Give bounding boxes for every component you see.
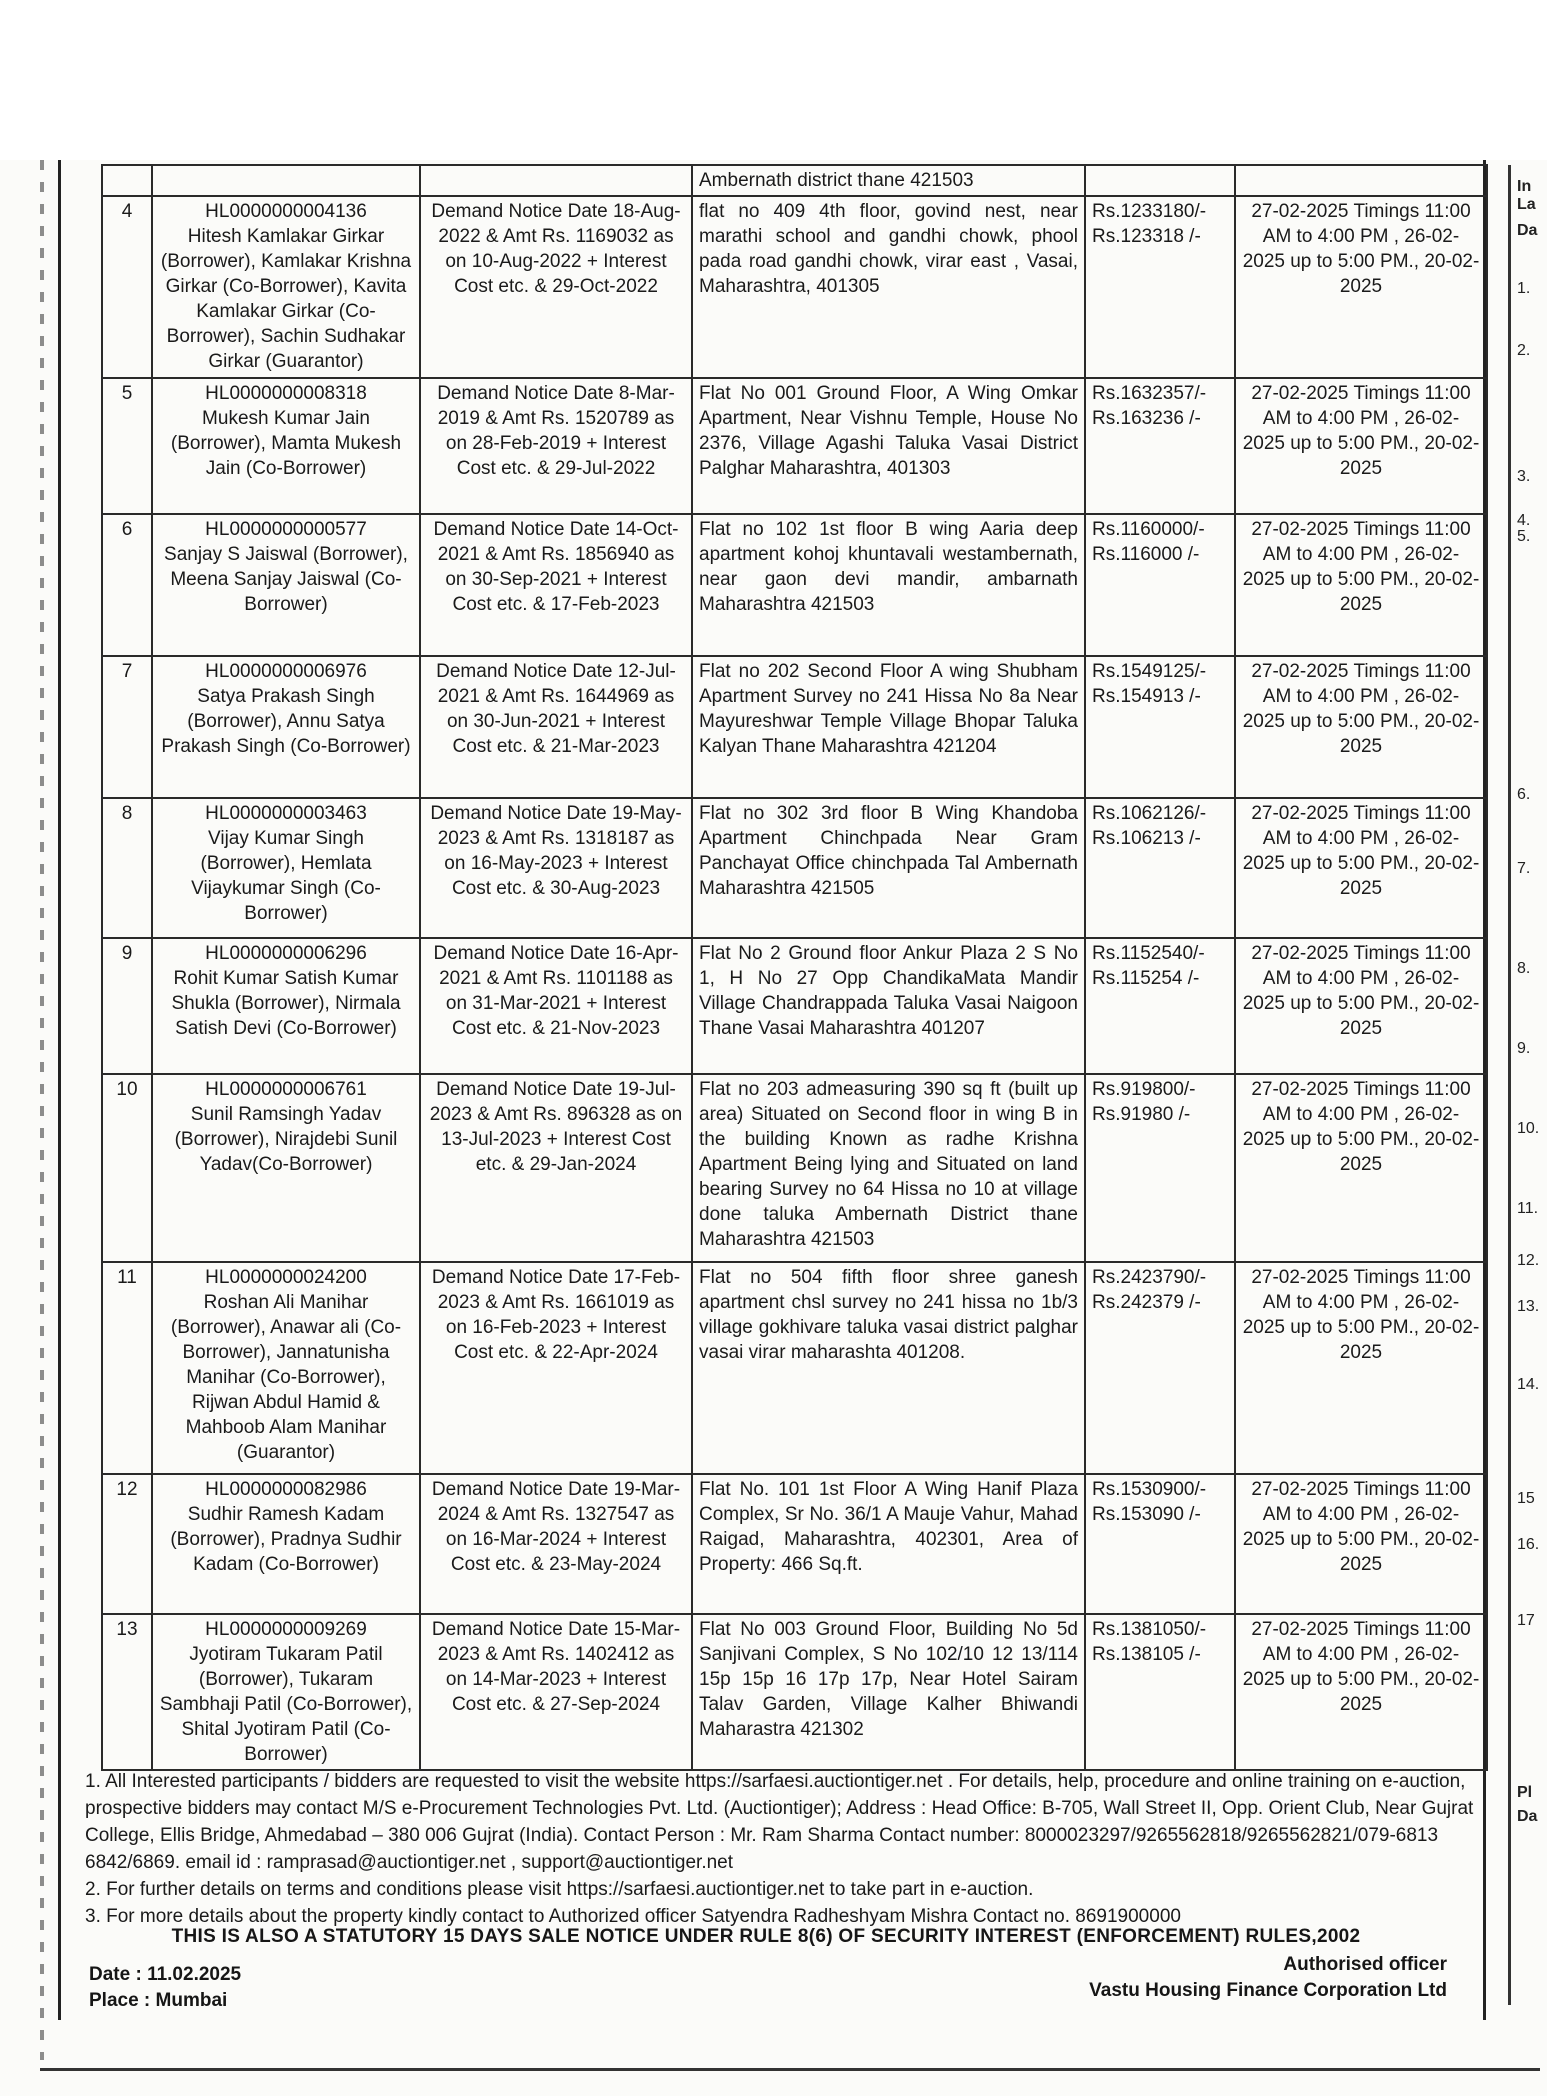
auction-dates-cell: 27-02-2025 Timings 11:00 AM to 4:00 PM , 26-02-2025 up to 5:00 PM., 20-02-2025 (1235, 378, 1487, 514)
auction-dates-cell: 27-02-2025 Timings 11:00 AM to 4:00 PM , 26-02-2025 up to 5:00 PM., 20-02-2025 (1235, 196, 1487, 378)
auction-dates-cell: 27-02-2025 Timings 11:00 AM to 4:00 PM , 26-02-2025 up to 5:00 PM., 20-02-2025 (1235, 798, 1487, 938)
borrower-cell (152, 1262, 420, 1474)
side-header-fragment: Da (1517, 222, 1538, 239)
property-cell: Flat no 302 3rd floor B Wing Khandoba Apartment Chinchpada Near Gram Panchayat Office chinchpada Tal Ambernath Maharashtra 421505 (692, 798, 1085, 938)
emd-amount: Rs.91980 /- (1092, 1104, 1191, 1125)
side-footer-fragment: Da (1517, 1808, 1538, 1825)
property-cell: flat no 409 4th floor, govind nest, near marathi school and gandhi chowk, phool pada road gandhi chowk, virar east , Vasai, Maharashtra, 401305 (692, 196, 1085, 378)
emd-amount: Rs.242379 /- (1092, 1292, 1201, 1313)
company-name: Vastu Housing Finance Corporation Ltd (1089, 1980, 1447, 2001)
side-header-fragment: La (1517, 196, 1536, 213)
side-number: 12. (1517, 1252, 1540, 1269)
emd-amount: Rs.123318 /- (1092, 226, 1201, 247)
property-cell: Flat No. 101 1st Floor A Wing Hanif Plaza Complex, Sr No. 36/1 A Mauje Vahur, Mahad Raigad, Maharashtra, 402301, Area of Property: 466 Sq.ft. (692, 1474, 1085, 1614)
table-cell (1085, 165, 1235, 196)
bottom-rule (40, 2068, 1540, 2071)
amount-cell (1085, 514, 1235, 656)
authorised-officer: Authorised officer (1283, 1954, 1447, 1975)
table-row (102, 1074, 1487, 1262)
note-3: 3. For more details about the property kindly contact to Authorized officer Satyendra Radheshyam Mishra Contact no. 8691900000 (85, 1906, 1181, 1927)
serial-number-cell: 7 (102, 656, 152, 798)
demand-notice-cell: Demand Notice Date 14-Oct-2021 & Amt Rs. 1856940 as on 30-Sep-2021 + Interest Cost etc. & 17-Feb-2023 (420, 514, 692, 656)
auction-dates-cell: 27-02-2025 Timings 11:00 AM to 4:00 PM , 26-02-2025 up to 5:00 PM., 20-02-2025 (1235, 1262, 1487, 1474)
side-number: 3. (1517, 468, 1531, 485)
statutory-notice: THIS IS ALSO A STATUTORY 15 DAYS SALE NOTICE UNDER RULE 8(6) OF SECURITY INTEREST (ENFORCEMENT) RULES,2002 (171, 1926, 1361, 1947)
side-number: 14. (1517, 1376, 1540, 1393)
reserve-price: Rs.1549125/- (1092, 661, 1207, 682)
auction-dates-cell: 27-02-2025 Timings 11:00 AM to 4:00 PM , 26-02-2025 up to 5:00 PM., 20-02-2025 (1235, 656, 1487, 798)
borrower-names: Hitesh Kamlakar Girkar (Borrower), Kamlakar Krishna Girkar (Co-Borrower), Kavita Kamlakar Girkar (Co-Borrower), Sachin Sudhakar Girkar (Guarantor) (160, 226, 412, 372)
reserve-price: Rs.2423790/- (1092, 1267, 1207, 1288)
table-cell (152, 165, 420, 196)
reserve-price: Rs.1632357/- (1092, 383, 1207, 404)
auction-dates-cell: 27-02-2025 Timings 11:00 AM to 4:00 PM , 26-02-2025 up to 5:00 PM., 20-02-2025 (1235, 1474, 1487, 1614)
note-2: 2. For further details on terms and conditions please visit https://sarfaesi.auctiontiger.net to take part in e-auction. (85, 1879, 1034, 1900)
auction-dates-cell: 27-02-2025 Timings 11:00 AM to 4:00 PM , 26-02-2025 up to 5:00 PM., 20-02-2025 (1235, 938, 1487, 1074)
auction-table (101, 164, 1488, 1771)
borrower-names: Jyotiram Tukaram Patil (Borrower), Tukaram Sambhaji Patil (Co-Borrower), Shital Jyotiram Patil (Co-Borrower) (159, 1644, 413, 1765)
loan-number: HL0000000006976 (205, 661, 367, 682)
borrower-cell (152, 378, 420, 514)
amount-cell (1085, 656, 1235, 798)
side-number: 15 (1517, 1490, 1535, 1507)
borrower-names: Sunil Ramsingh Yadav (Borrower), Nirajdebi Sunil Yadav(Co-Borrower) (174, 1104, 398, 1175)
auction-dates-cell: 27-02-2025 Timings 11:00 AM to 4:00 PM , 26-02-2025 up to 5:00 PM., 20-02-2025 (1235, 514, 1487, 656)
emd-amount: Rs.154913 /- (1092, 686, 1201, 707)
table-row (102, 1614, 1487, 1770)
reserve-price: Rs.1233180/- (1092, 201, 1207, 222)
side-number: 4. (1517, 512, 1531, 529)
side-number: 5. (1517, 528, 1531, 545)
note-1: 1. All Interested participants / bidders are requested to visit the website https://sarfaesi.auctiontiger.net . For details, help, procedure and online training on e-auction, prospective bidders may contact M/S e-Procurement Technologies Pvt. Ltd. (Auctiontiger); Address : Head Office: B-705, Wall Street II, Opp. Orient Club, Near Gujrat College, Ellis Bridge, Ahmedabad – 380 006 Gujrat (India). Contact Person : Mr. Ram Sharma Contact number: 8000023297/9265562818/9265562821/079-6813 6842/6869. email id : ramprasad@auctiontiger.net , support@auctiontiger.net (85, 1771, 1474, 1873)
loan-number: HL0000000009269 (205, 1619, 367, 1640)
property-cell: Flat no 504 fifth floor shree ganesh apartment chsl survey no 241 hissa no 1b/3 village gokhivare taluka vasai district palghar vasai virar maharashta 401208. (692, 1262, 1085, 1474)
side-number: 2. (1517, 342, 1531, 359)
borrower-names: Mukesh Kumar Jain (Borrower), Mamta Mukesh Jain (Co-Borrower) (170, 408, 402, 479)
table-cell (1235, 165, 1487, 196)
loan-number: HL0000000008318 (205, 383, 367, 404)
demand-notice-cell: Demand Notice Date 17-Feb-2023 & Amt Rs. 1661019 as on 16-Feb-2023 + Interest Cost etc. & 22-Apr-2024 (420, 1262, 692, 1474)
borrower-cell (152, 938, 420, 1074)
amount-cell (1085, 1262, 1235, 1474)
table-row (102, 1262, 1487, 1474)
loan-number: HL0000000004136 (205, 201, 367, 222)
borrower-names: Satya Prakash Singh (Borrower), Annu Satya Prakash Singh (Co-Borrower) (161, 686, 411, 757)
reserve-price: Rs.1381050/- (1092, 1619, 1207, 1640)
loan-number: HL0000000006761 (205, 1079, 367, 1100)
amount-cell (1085, 938, 1235, 1074)
side-number: 6. (1517, 786, 1531, 803)
borrower-names: Sanjay S Jaiswal (Borrower), Meena Sanjay Jaiswal (Co-Borrower) (164, 544, 408, 615)
side-number: 10. (1517, 1120, 1540, 1137)
property-cell: Flat no 203 admeasuring 390 sq ft (built up area) Situated on Second floor in wing B in the building Known as radhe Krishna Apartment Being lying and Situated on land bearing Survey no 64 Hissa no 10 at village done taluka Ambernath District thane Maharashtra 421503 (692, 1074, 1085, 1262)
amount-cell (1085, 196, 1235, 378)
property-cell: Flat No 001 Ground Floor, A Wing Omkar Apartment, Near Vishnu Temple, House No 2376, Village Agashi Taluka Vasai District Palghar Maharashtra, 401303 (692, 378, 1085, 514)
demand-notice-cell: Demand Notice Date 19-Mar-2024 & Amt Rs. 1327547 as on 16-Mar-2024 + Interest Cost etc. & 23-May-2024 (420, 1474, 692, 1614)
serial-number-cell: 9 (102, 938, 152, 1074)
borrower-names: Sudhir Ramesh Kadam (Borrower), Pradnya Sudhir Kadam (Co-Borrower) (170, 1504, 402, 1575)
table-cell (102, 165, 152, 196)
reserve-price: Rs.919800/- (1092, 1079, 1196, 1100)
serial-number-cell: 5 (102, 378, 152, 514)
emd-amount: Rs.138105 /- (1092, 1644, 1201, 1665)
adjacent-column (1508, 165, 1547, 2005)
auction-dates-cell: 27-02-2025 Timings 11:00 AM to 4:00 PM , 26-02-2025 up to 5:00 PM., 20-02-2025 (1235, 1614, 1487, 1770)
notice-place: Place : Mumbai (89, 1990, 228, 2011)
amount-cell (1085, 1474, 1235, 1614)
loan-number: HL0000000082986 (205, 1479, 367, 1500)
side-footer-fragment: Pl (1517, 1784, 1533, 1801)
borrower-cell (152, 1074, 420, 1262)
serial-number-cell: 8 (102, 798, 152, 938)
borrower-names: Rohit Kumar Satish Kumar Shukla (Borrower), Nirmala Satish Devi (Co-Borrower) (171, 968, 401, 1039)
amount-cell (1085, 378, 1235, 514)
loan-number: HL0000000024200 (205, 1267, 367, 1288)
table-row (102, 378, 1487, 514)
emd-amount: Rs.115254 /- (1092, 968, 1200, 989)
top-margin (0, 0, 1547, 160)
side-number: 8. (1517, 960, 1531, 977)
property-cell: Ambernath district thane 421503 (692, 165, 1085, 196)
borrower-cell (152, 656, 420, 798)
side-number: 7. (1517, 860, 1531, 877)
table-row (102, 196, 1487, 378)
side-number: 1. (1517, 280, 1531, 297)
emd-amount: Rs.106213 /- (1092, 828, 1201, 849)
borrower-cell (152, 196, 420, 378)
reserve-price: Rs.1160000/- (1092, 519, 1205, 540)
serial-number-cell: 12 (102, 1474, 152, 1614)
footer-left (89, 1962, 241, 2014)
property-cell: Flat no 202 Second Floor A wing Shubham Apartment Survey no 241 Hissa No 8a Near Mayureshwar Temple Village Bhopar Taluka Kalyan Thane Maharashtra 421204 (692, 656, 1085, 798)
side-header-fragment: In (1517, 178, 1532, 195)
demand-notice-cell: Demand Notice Date 18-Aug-2022 & Amt Rs. 1169032 as on 10-Aug-2022 + Interest Cost etc. & 29-Oct-2022 (420, 196, 692, 378)
table-row (102, 1474, 1487, 1614)
demand-notice-cell: Demand Notice Date 19-Jul-2023 & Amt Rs. 896328 as on 13-Jul-2023 + Interest Cost etc. & 29-Jan-2024 (420, 1074, 692, 1262)
borrower-names: Vijay Kumar Singh (Borrower), Hemlata Vijaykumar Singh (Co-Borrower) (191, 828, 381, 924)
emd-amount: Rs.153090 /- (1092, 1504, 1201, 1525)
demand-notice-cell: Demand Notice Date 8-Mar-2019 & Amt Rs. 1520789 as on 28-Feb-2019 + Interest Cost etc. & 29-Jul-2022 (420, 378, 692, 514)
table-cell (420, 165, 692, 196)
demand-notice-cell: Demand Notice Date 19-May-2023 & Amt Rs. 1318187 as on 16-May-2023 + Interest Cost etc. & 30-Aug-2023 (420, 798, 692, 938)
borrower-cell (152, 514, 420, 656)
reserve-price: Rs.1062126/- (1092, 803, 1207, 824)
table-row (102, 938, 1487, 1074)
notice-date: Date : 11.02.2025 (89, 1964, 242, 1985)
auction-dates-cell: 27-02-2025 Timings 11:00 AM to 4:00 PM , 26-02-2025 up to 5:00 PM., 20-02-2025 (1235, 1074, 1487, 1262)
table-row (102, 798, 1487, 938)
amount-cell (1085, 1074, 1235, 1262)
amount-cell (1085, 1614, 1235, 1770)
table-row (102, 514, 1487, 656)
reserve-price: Rs.1152540/- (1092, 943, 1205, 964)
side-number: 13. (1517, 1298, 1540, 1315)
loan-number: HL0000000000577 (205, 519, 367, 540)
loan-number: HL0000000003463 (205, 803, 367, 824)
table-row (102, 656, 1487, 798)
serial-number-cell: 6 (102, 514, 152, 656)
emd-amount: Rs.163236 /- (1092, 408, 1201, 429)
notes-section (85, 1768, 1485, 1930)
side-number: 17 (1517, 1612, 1535, 1629)
demand-notice-cell: Demand Notice Date 12-Jul-2021 & Amt Rs. 1644969 as on 30-Jun-2021 + Interest Cost etc. & 21-Mar-2023 (420, 656, 692, 798)
side-number: 9. (1517, 1040, 1531, 1057)
side-number: 11. (1517, 1200, 1539, 1217)
side-number: 16. (1517, 1536, 1540, 1553)
borrower-cell (152, 798, 420, 938)
property-cell: Flat No 003 Ground Floor, Building No 5d Sanjivani Complex, S No 102/10 12 13/114 15p 15p 16 17p 17p, Near Hotel Sairam Talav Garden, Village Kalher Bhiwandi Maharastra 421302 (692, 1614, 1085, 1770)
auction-notice (58, 160, 1486, 2020)
borrower-cell (152, 1614, 420, 1770)
table-row-top (102, 165, 1487, 196)
serial-number-cell: 4 (102, 196, 152, 378)
property-cell: Flat no 102 1st floor B wing Aaria deep apartment kohoj khuntavali westambernath, near gaon devi mandir, ambarnath Maharashtra 421503 (692, 514, 1085, 656)
scan-edge (40, 160, 44, 2060)
reserve-price: Rs.1530900/- (1092, 1479, 1207, 1500)
footer-right (1089, 1952, 1447, 2004)
demand-notice-cell: Demand Notice Date 15-Mar-2023 & Amt Rs. 1402412 as on 14-Mar-2023 + Interest Cost etc. & 27-Sep-2024 (420, 1614, 692, 1770)
demand-notice-cell: Demand Notice Date 16-Apr-2021 & Amt Rs. 1101188 as on 31-Mar-2021 + Interest Cost etc. & 21-Nov-2023 (420, 938, 692, 1074)
serial-number-cell: 10 (102, 1074, 152, 1262)
borrower-cell (152, 1474, 420, 1614)
serial-number-cell: 13 (102, 1614, 152, 1770)
emd-amount: Rs.116000 /- (1092, 544, 1200, 565)
borrower-names: Roshan Ali Manihar (Borrower), Anawar ali (Co-Borrower), Jannatunisha Manihar (Co-Borrower), Rijwan Abdul Hamid & Mahboob Alam Manihar (Guarantor) (170, 1292, 402, 1463)
loan-number: HL0000000006296 (205, 943, 367, 964)
property-cell: Flat No 2 Ground floor Ankur Plaza 2 S No 1, H No 27 Opp ChandikaMata Mandir Village Chandrappada Taluka Vasai Naigoon Thane Vasai Maharashtra 401207 (692, 938, 1085, 1074)
amount-cell (1085, 798, 1235, 938)
serial-number-cell: 11 (102, 1262, 152, 1474)
